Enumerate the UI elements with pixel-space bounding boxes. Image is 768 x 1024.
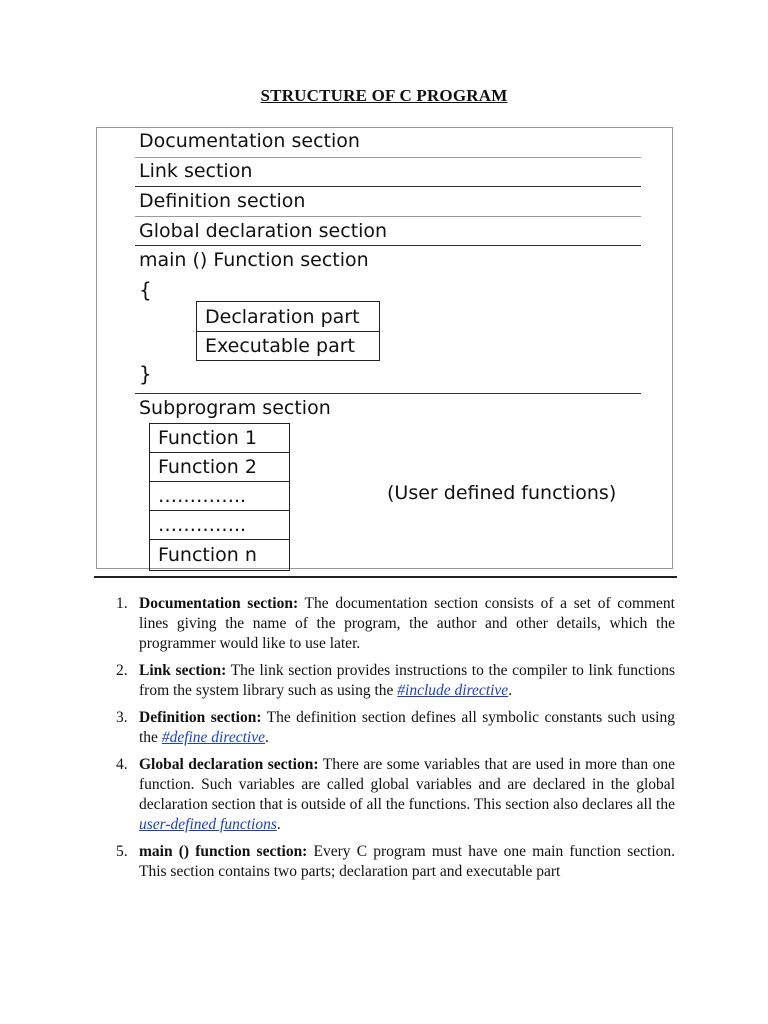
item-text: Every C program must have one main function section. This section contains two parts; declaration part and executable part [139,843,675,880]
item-label: Documentation section: [139,595,299,612]
item-label: Global declaration section: [139,756,319,773]
item-text: The documentation section consists of a set of comment lines giving the name of the program, the author and other details, which the programmer would like to use later. [139,595,675,652]
define-directive-link[interactable]: #define directive [161,729,265,746]
open-brace: { [139,278,152,302]
horizontal-rule [94,576,677,578]
definition-section-label: Definition section [139,190,306,212]
divider [135,245,641,246]
functions-box [149,423,290,571]
item-number: 5. [116,843,128,860]
declaration-part: Declaration part [197,302,379,332]
function-item: Function 2 [150,453,289,482]
item-number: 1. [116,595,128,612]
divider [135,216,641,217]
function-item: Function 1 [150,424,289,453]
close-brace: } [139,362,152,386]
subprogram-section-label: Subprogram section [139,397,331,419]
item-text-end: . [276,816,281,833]
link-section-label: Link section [139,160,253,182]
executable-part: Executable part [205,335,355,357]
item-label: main () function section: [139,843,308,860]
divider [135,157,641,158]
list-item [108,842,675,882]
section-descriptions-list [108,594,675,889]
user-defined-functions-note: (User defined functions) [387,482,617,504]
list-item [108,755,675,835]
item-number: 2. [116,662,128,679]
function-item: ………….. [150,482,289,511]
list-item [108,708,675,748]
item-text: The link section provides instructions to the compiler to link functions from the system library such as using the [139,662,676,699]
item-text: The definition section defines all symbolic constants such using the [139,709,675,746]
documentation-section-label: Documentation section [139,130,360,152]
main-parts-box [196,301,380,361]
divider [135,393,641,394]
page-title: STRUCTURE OF C PROGRAM [260,86,508,105]
function-item: Function n [158,544,257,566]
program-structure-diagram [96,127,673,569]
include-directive-link[interactable]: #include directive [397,682,509,699]
list-item [108,594,675,654]
function-item: ………….. [150,511,289,540]
item-label: Link section: [139,662,227,679]
item-text: There are some variables that are used in more than one function. Such variables are called global variables and are declared in the global declaration section that is outside of all the functions. This section also declares all the [139,756,675,813]
main-function-section-label: main () Function section [139,249,369,271]
item-number: 4. [116,756,128,773]
user-defined-functions-link[interactable]: user-defined functions [139,816,277,833]
item-text-end: . [264,729,269,746]
global-declaration-section-label: Global declaration section [139,220,388,242]
item-text-end: . [508,682,513,699]
divider [135,186,641,187]
item-label: Definition section: [139,709,262,726]
item-number: 3. [116,709,128,726]
list-item [108,661,675,701]
